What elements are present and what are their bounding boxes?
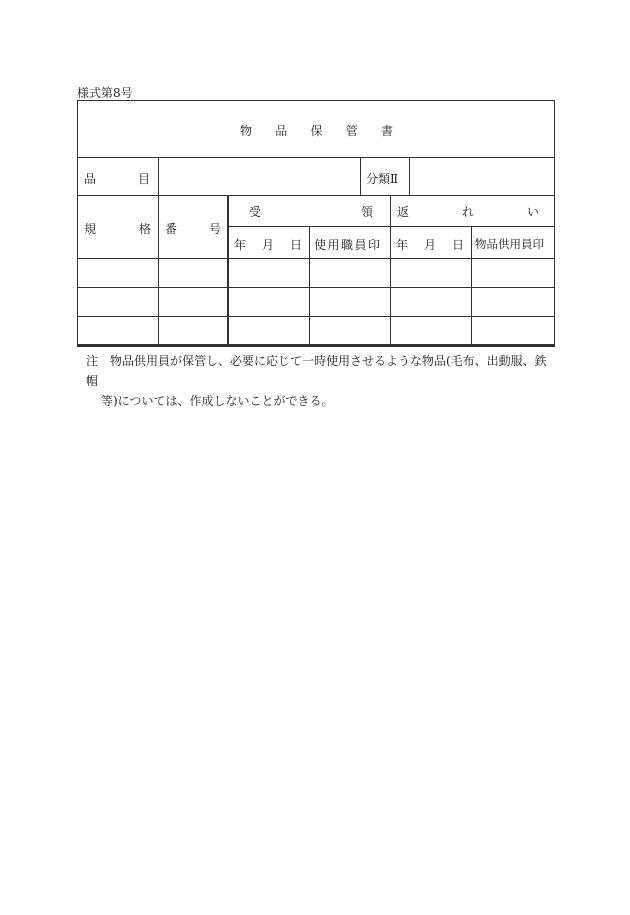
- return-label: 返 れ い: [397, 205, 539, 219]
- form-title: [240, 122, 393, 139]
- item-value[interactable]: [165, 170, 355, 184]
- spec-label: 規 格: [84, 222, 151, 236]
- title-char: 品: [275, 124, 288, 138]
- form-number: 様式第8号: [77, 86, 133, 100]
- title-char: 物: [240, 124, 253, 138]
- footnote-line: 注 物品供用員が保管し、必要に応じて一時使用させるような物品(毛布、出動服、鉄帽: [86, 354, 547, 388]
- receipt-seal-header: 使用職員印: [314, 238, 382, 252]
- category-label: 分類Ⅱ: [366, 172, 399, 186]
- category-value[interactable]: [415, 170, 550, 184]
- number-label: 番 号: [165, 222, 221, 236]
- table-row: [78, 288, 554, 316]
- return-seal-header: 物品供用員印: [475, 237, 544, 251]
- title-char: 保: [310, 124, 323, 138]
- table-bottom-border: [77, 344, 555, 347]
- table-row: [78, 317, 554, 344]
- return-date-header: 年 月 日: [396, 238, 464, 252]
- category-left-divider: [360, 157, 361, 195]
- footnote: [86, 351, 556, 411]
- item-label: 品 目: [84, 172, 150, 186]
- category-right-divider: [409, 157, 410, 195]
- receipt-date-header: 年 月 日: [234, 238, 302, 252]
- footnote-line: 等)については、作成しないことができる。: [101, 394, 334, 408]
- item-row-divider: [77, 195, 555, 196]
- receipt-label: 受 領: [249, 205, 373, 219]
- subheader-divider: [228, 226, 555, 227]
- item-label-divider: [158, 157, 159, 195]
- title-char: 管: [345, 124, 358, 138]
- title-char: 書: [380, 124, 393, 138]
- table-row: [78, 259, 554, 287]
- title-row-divider: [77, 157, 555, 158]
